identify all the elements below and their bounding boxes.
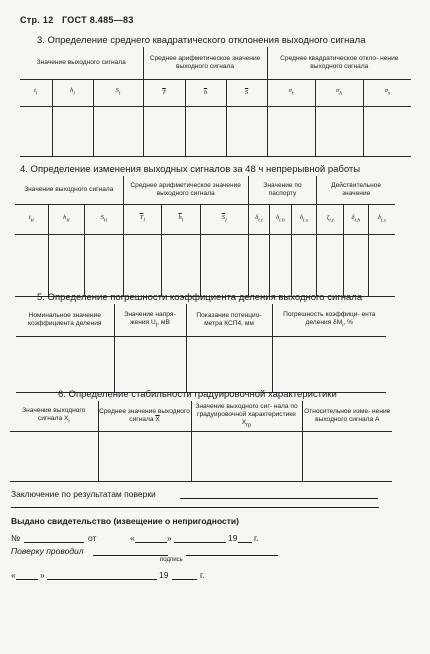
t4-sym: $\delta_{t.h}$ (344, 204, 369, 234)
t4-sym: $\delta_{t.h}$ (270, 204, 291, 234)
t6-h1: Значение выходного сигнала $X_i$ (10, 401, 98, 431)
t3-cell (267, 106, 315, 156)
section-3-title: 3. Определение среднего квадратического отклонения выходного сигнала (37, 35, 366, 46)
t4-cell (344, 234, 369, 296)
t5-h1: Номинальное значение коэффициента деления (16, 304, 114, 336)
t5-cell (272, 336, 386, 392)
t4-sym: $\zeta_{t.t}$ (317, 204, 344, 234)
year-prefix: 19 (228, 533, 238, 543)
table-3 (20, 47, 411, 157)
year-suffix: г. (254, 533, 259, 543)
year-prefix-2: 19 (159, 570, 169, 580)
t3-sym-t: $t_i$ (20, 79, 52, 106)
signature-caption: подпись (160, 557, 183, 563)
t4-h2: Среднее арифметическое значение выходного сигнала (123, 176, 248, 204)
quote-close-2: » (40, 570, 45, 580)
t4-h3: Значение по паспорту (248, 176, 316, 204)
table-6 (10, 401, 392, 482)
t3-sym-hbar: $\overline{h}$ (185, 79, 226, 106)
t6-h4: Относительное изме- нение выходного сигнала A (302, 401, 392, 431)
t5-cell (186, 336, 272, 392)
t4-sym: $\overline{h}_l$ (162, 204, 201, 234)
t4-cell (162, 234, 201, 296)
t3-sym-sigma-h: $\sigma_h$ (315, 79, 363, 106)
t3-sym-sigma-s: $\sigma_s$ (363, 79, 411, 106)
t6-h2: Среднее значение выходного сигнала $\overline{X}$ (98, 401, 191, 431)
t3-cell (143, 106, 185, 156)
t4-sym: $\delta_{t.t}$ (248, 204, 269, 234)
t3-cell (363, 106, 411, 156)
t3-cell (93, 106, 143, 156)
t4-sym: $h_{ti}$ (48, 204, 84, 234)
day-line[interactable] (135, 542, 167, 543)
t4-sym: $\delta_{t.s}$ (291, 204, 317, 234)
t3-h1: Значение выходного сигнала (20, 47, 143, 79)
conclusion-line[interactable] (180, 498, 378, 499)
t4-h4: Действительное значение (317, 176, 395, 204)
conclusion-line-2[interactable] (11, 507, 379, 508)
t5-cell (114, 336, 186, 392)
t5-h3: Показание потенцио- метра КСП4, мм (186, 304, 272, 336)
t3-sym-sbar: $\overline{S}$ (226, 79, 267, 106)
t4-cell (15, 234, 48, 296)
t3-cell (185, 106, 226, 156)
from-label: от (88, 533, 97, 543)
t4-cell (317, 234, 344, 296)
t4-cell (123, 234, 162, 296)
t4-cell (200, 234, 248, 296)
month-line[interactable] (174, 542, 226, 543)
t3-cell (20, 106, 52, 156)
standard-number: ГОСТ 8.485—83 (61, 15, 134, 25)
t3-sym-tbar: $\overline{T}$ (143, 79, 185, 106)
t3-cell (315, 106, 363, 156)
number-sign: № (11, 533, 21, 543)
t6-cell (191, 431, 302, 481)
t3-sym-sigma-t: $\sigma_t$ (267, 79, 315, 106)
t3-sym-s: $S_i$ (93, 79, 143, 106)
section-5-title: 5. Определение погрешности коэффициента деления выходного сигнала (37, 292, 363, 303)
table-5 (16, 304, 386, 393)
quote-open-2: « (11, 570, 16, 580)
section-4-title: 4. Определение изменения выходных сигналов за 48 ч непрерывной работы (20, 164, 361, 175)
day-line-2[interactable] (16, 579, 38, 580)
quote-open: « (130, 533, 135, 543)
t4-sym: $\overline{S}_l$ (200, 204, 248, 234)
t4-h1: Значение выходного сигнала (15, 176, 123, 204)
t3-h3: Среднее квадратическое откло- нение выходного сигнала (267, 47, 411, 79)
section-6-title: 6. Определение стабильности градуировочной характеристики (58, 389, 337, 400)
table-4 (15, 176, 395, 297)
signature-line[interactable] (93, 555, 168, 556)
t6-cell (302, 431, 392, 481)
issued-label: Выдано свидетельство (извещение о непригодности) (11, 516, 239, 526)
verifier-label: Поверку проводил (11, 546, 84, 556)
t3-h2: Среднее арифметическое значение выходного сигнала (143, 47, 267, 79)
month-line-2[interactable] (47, 579, 157, 580)
t6-cell (10, 431, 98, 481)
t4-cell (85, 234, 124, 296)
number-line[interactable] (24, 542, 84, 543)
page-header (20, 15, 134, 25)
t4-sym: $\overline{T}_l$ (123, 204, 162, 234)
t6-cell (98, 431, 191, 481)
t4-cell (291, 234, 317, 296)
t4-cell (248, 234, 269, 296)
t4-sym: $\delta_{t.s}$ (368, 204, 395, 234)
t4-sym: $t_{ti}$ (15, 204, 48, 234)
t4-cell (270, 234, 291, 296)
t5-h2: Значение напря- жения $U_t$, мВ (114, 304, 186, 336)
t3-sym-h: $h_i$ (52, 79, 93, 106)
conclusion-label: Заключение по результатам поверки (11, 489, 156, 499)
t3-cell (52, 106, 93, 156)
t4-cell (48, 234, 84, 296)
t4-sym: $S_{ti}$ (85, 204, 124, 234)
t3-cell (226, 106, 267, 156)
t4-cell (368, 234, 395, 296)
t6-h3: Значение выходного сиг- нала по градуировочной характеристике $X_{гр}$ (191, 401, 302, 431)
page-number: Стр. 12 (20, 15, 54, 25)
t5-h4: Погрешность коэффици- ента деления $\delta M_i$, % (272, 304, 386, 336)
year-line-2[interactable] (172, 579, 197, 580)
quote-close: » (167, 533, 172, 543)
year-line[interactable] (238, 542, 252, 543)
name-line[interactable] (186, 555, 278, 556)
year-suffix-2: г. (200, 570, 205, 580)
t5-cell (16, 336, 114, 392)
